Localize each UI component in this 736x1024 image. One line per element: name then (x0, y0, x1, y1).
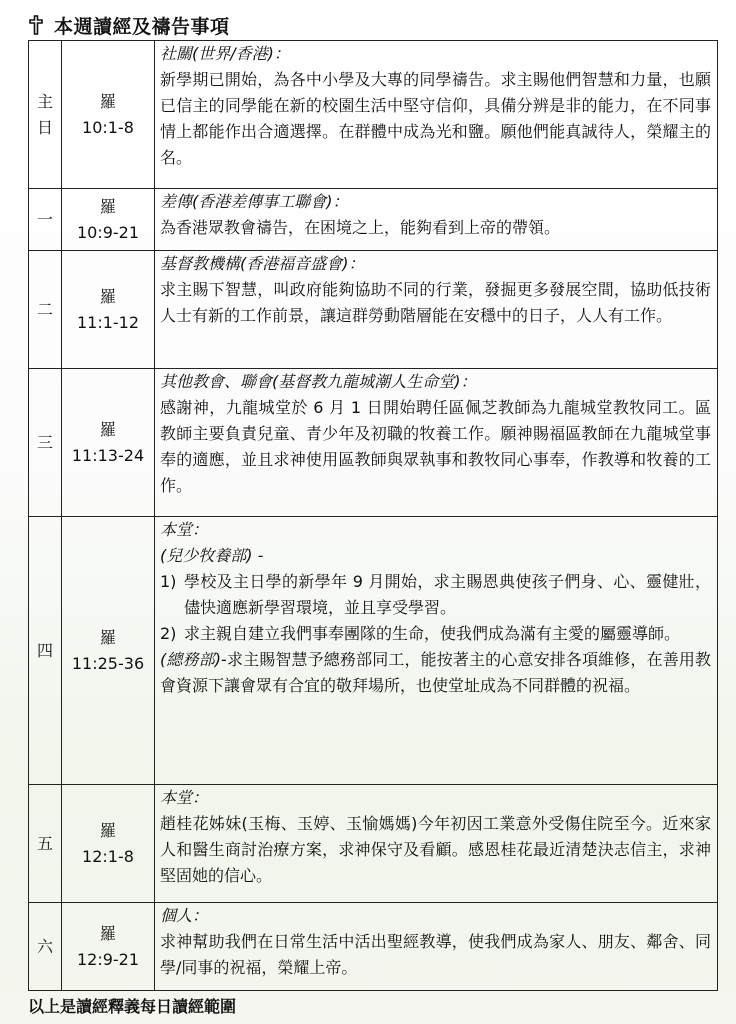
prayer-text: 求神幫助我們在日常生活中活出聖經教導，使我們成為家人、朋友、鄰舍、同學/同事的祝福，榮耀上帝。 (160, 932, 711, 977)
scripture-verses: 10:9-21 (76, 222, 140, 242)
footer-note: 以上是讀經釋義每日讀經範圍 (28, 997, 237, 1016)
prayer-cell (155, 41, 718, 189)
day-cell (29, 903, 62, 991)
page-title (28, 10, 230, 40)
scripture-cell (62, 903, 155, 991)
prayer-text: 新學期已開始，為各中小學及大專的同學禱告。求主賜他們智慧和力量，也願已信主的同學能在新的校園生活中堅守信仰，具備分辨是非的能力，在不同事情上都能作出合適選擇。在群體中成為光和鹽。願他們能真誠待人，榮耀主的名。 (160, 70, 711, 167)
list-item (160, 621, 711, 647)
department-heading: (兒少牧養部) - (160, 546, 264, 565)
scripture-book: 羅 (99, 196, 116, 216)
title-text: 本週讀經及禱告事項 (54, 15, 230, 38)
table-row (29, 41, 718, 189)
prayer-heading: 社關(世界/香港)： (160, 44, 290, 63)
list-item (160, 569, 711, 621)
scripture-book: 羅 (99, 820, 116, 840)
prayer-text (160, 647, 711, 699)
scripture-verses: 11:13-24 (71, 445, 145, 465)
table-row (29, 517, 718, 785)
scripture-cell (62, 251, 155, 369)
prayer-text: 趙桂花姊妹(玉梅、玉婷、玉愉媽媽)今年初因工業意外受傷住院至今。近來家人和醫生商討治療方案，求神保守及看顧。感恩桂花最近清楚決志信主，求神堅固她的信心。 (160, 814, 711, 885)
table-row (29, 785, 718, 903)
day-label: 主日 (37, 91, 54, 137)
scripture-cell (62, 785, 155, 903)
scripture-verses: 12:1-8 (82, 846, 134, 866)
prayer-text: 感謝神，九龍城堂於 6 月 1 日開始聘任區佩芝教師為九龍城堂教牧同工。區教師主要負責兒童、青少年及初職的牧養工作。願神賜福區教師在九龍城堂事奉的適應，並且求神使用區教師與眾執事和教牧同心事奉，作教導和牧養的工作。 (160, 398, 711, 495)
prayer-heading: 基督教機構(香港福音盛會)： (160, 254, 365, 273)
table-row (29, 189, 718, 251)
scripture-verses: 12:9-21 (76, 949, 140, 969)
prayer-text: 為香港眾教會禱告，在困境之上，能夠看到上帝的帶領。 (160, 218, 561, 237)
prayer-heading: 差傳(香港差傳事工聯會)： (160, 192, 349, 211)
department-heading: (總務部) (160, 650, 222, 669)
prayer-heading: 本堂： (160, 788, 209, 807)
prayer-cell (155, 903, 718, 991)
prayer-heading: 個人： (160, 906, 209, 925)
prayer-cell (155, 517, 718, 785)
scripture-cell (62, 41, 155, 189)
scripture-book: 羅 (99, 627, 116, 647)
list-text: 學校及主日學的新學年 9 月開始，求主賜恩典使孩子們身、心、靈健壯，儘快適應新學習環境，並且享受學習。 (184, 572, 711, 617)
scripture-verses: 11:1-12 (76, 312, 140, 332)
prayer-text: 求主賜下智慧，叫政府能夠協助不同的行業，發掘更多發展空間，協助低技術人士有新的工作前景，讓這群勞動階層能在安穩中的日子，人人有工作。 (160, 280, 711, 325)
scripture-cell (62, 369, 155, 517)
prayer-cell (155, 251, 718, 369)
day-label: 五 (36, 833, 53, 853)
day-label: 四 (36, 640, 53, 660)
scripture-book: 羅 (99, 419, 116, 439)
day-cell (29, 517, 62, 785)
list-text: 求主親自建立我們事奉團隊的生命，使我們成為滿有主愛的屬靈導師。 (184, 624, 681, 643)
prayer-cell (155, 189, 718, 251)
scripture-book: 羅 (99, 923, 116, 943)
prayer-cell (155, 369, 718, 517)
day-label: 一 (36, 209, 53, 229)
day-cell (29, 785, 62, 903)
scripture-verses: 10:1-8 (82, 117, 134, 137)
prayer-cell (155, 785, 718, 903)
day-cell (29, 189, 62, 251)
list-number: 2) (160, 624, 177, 643)
day-cell (29, 369, 62, 517)
prayer-schedule-table (28, 40, 718, 991)
day-label: 二 (36, 299, 53, 319)
day-label: 三 (36, 432, 53, 452)
prayer-heading: 其他教會、聯會(基督教九龍城潮人生命堂)： (160, 372, 477, 391)
prayer-heading: 本堂： (160, 520, 209, 539)
scripture-book: 羅 (99, 286, 116, 306)
day-cell (29, 41, 62, 189)
cross-icon (28, 15, 44, 35)
scripture-cell (62, 189, 155, 251)
scripture-verses: 11:25-36 (71, 653, 145, 673)
day-label: 六 (36, 936, 53, 956)
table-row (29, 369, 718, 517)
list-number: 1) (160, 572, 177, 591)
day-cell (29, 251, 62, 369)
scripture-cell (62, 517, 155, 785)
department-text: -求主賜智慧予總務部同工，能按著主的心意安排各項維修，在善用教會資源下讓會眾有合宜的敬拜場所，也使堂址成為不同群體的祝福。 (160, 650, 711, 695)
table-row (29, 251, 718, 369)
scripture-book: 羅 (99, 91, 116, 111)
table-row (29, 903, 718, 991)
